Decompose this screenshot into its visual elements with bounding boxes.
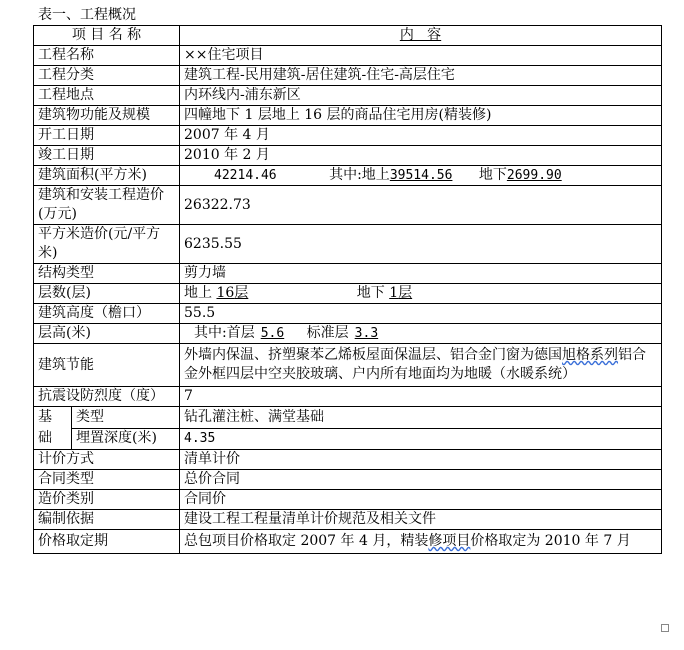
row-value: 清单计价 (180, 450, 662, 470)
row-value: 7 (180, 387, 662, 407)
row-value: 内环线内-浦东新区 (180, 86, 662, 106)
table-row (34, 470, 662, 490)
row-label: 工程分类 (34, 66, 180, 86)
table-row (34, 344, 662, 387)
row-value (180, 166, 662, 186)
floor-height-of-which: 其中:首层 (194, 325, 255, 341)
row-label: 价格取定期 (34, 530, 180, 554)
floors-below-label: 地下 (356, 285, 385, 301)
row-value: 钻孔灌注桩、满堂基础 (180, 407, 662, 429)
row-label: 工程地点 (34, 86, 180, 106)
row-value: 4.35 (180, 428, 662, 450)
table-row (34, 264, 662, 284)
table-row (34, 510, 662, 530)
row-value: 合同价 (180, 490, 662, 510)
floors-above-label: 地上 (184, 285, 213, 301)
table-row (34, 86, 662, 106)
table-row (34, 146, 662, 166)
table-row (34, 66, 662, 86)
row-label: 埋置深度(米) (72, 428, 180, 450)
row-label: 合同类型 (34, 470, 180, 490)
row-label: 层数(层) (34, 284, 180, 304)
table-row (34, 225, 662, 264)
row-value (180, 284, 662, 304)
floor-height-std-label: 标准层 (306, 325, 349, 341)
table-row (34, 126, 662, 146)
row-label: 计价方式 (34, 450, 180, 470)
area-above: 39514.56 (389, 168, 453, 183)
table-row (34, 284, 662, 304)
row-value: 2010 年 2 月 (180, 146, 662, 166)
row-value (180, 324, 662, 344)
table-caption: 表一、工程概况 (38, 7, 136, 23)
table-row (34, 46, 662, 66)
row-label: 平方米造价(元/平方米) (34, 225, 180, 264)
row-label: 开工日期 (34, 126, 180, 146)
row-label: 造价类别 (34, 490, 180, 510)
table-header-row (34, 26, 662, 46)
table-row (34, 387, 662, 407)
row-label: 工程名称 (34, 46, 180, 66)
table-row (34, 530, 662, 554)
row-value: 建筑工程-民用建筑-居住建筑-住宅-高层住宅 (180, 66, 662, 86)
table-row (34, 428, 662, 450)
floors-above: 16层 (216, 285, 249, 301)
row-value: 2007 年 4 月 (180, 126, 662, 146)
row-label: 竣工日期 (34, 146, 180, 166)
row-value: 26322.73 (180, 186, 662, 225)
row-value: 55.5 (180, 304, 662, 324)
table-row (34, 186, 662, 225)
table-row (34, 106, 662, 126)
foundation-label: 基 础 (34, 407, 72, 450)
table-row (34, 304, 662, 324)
floors-below: 1层 (389, 285, 413, 301)
header-item: 项 目 名 称 (34, 26, 180, 46)
row-label: 抗震设防烈度（度） (34, 387, 180, 407)
floor-height-first: 5.6 (260, 326, 285, 341)
row-value: 总价合同 (180, 470, 662, 490)
floor-height-std: 3.3 (354, 326, 379, 341)
area-below: 2699.90 (506, 168, 562, 183)
row-label: 建筑节能 (34, 344, 180, 387)
area-total: 42214.46 (214, 168, 277, 183)
row-label: 建筑面积(平方米) (34, 166, 180, 186)
header-content: 内 容 (180, 26, 662, 46)
area-of-which: 其中:地上 (329, 167, 390, 183)
row-label: 结构类型 (34, 264, 180, 284)
row-label: 层高(米) (34, 324, 180, 344)
row-label: 编制依据 (34, 510, 180, 530)
row-value: 建设工程工程量清单计价规范及相关文件 (180, 510, 662, 530)
table-row (34, 490, 662, 510)
table-row (34, 450, 662, 470)
row-value: 四幢地下 1 层地上 16 层的商品住宅用房(精装修) (180, 106, 662, 126)
table-row (34, 407, 662, 429)
row-label: 建筑物功能及规模 (34, 106, 180, 126)
row-value: 外墙内保温、挤塑聚苯乙烯板屋面保温层、铝合金门窗为德国旭格系列铝合金外框四层中空夹胶玻璃、户内所有地面均为地暖（水暖系统） (180, 344, 662, 387)
row-value: ××住宅项目 (180, 46, 662, 66)
table-row (34, 324, 662, 344)
row-label: 建筑高度（檐口） (34, 304, 180, 324)
row-value: 剪力墙 (180, 264, 662, 284)
row-label: 建筑和安装工程造价(万元) (34, 186, 180, 225)
row-value: 6235.55 (180, 225, 662, 264)
table-row (34, 166, 662, 186)
row-value: 总包项目价格取定 2007 年 4 月，精装修项目价格取定为 2010 年 7 月 (180, 530, 662, 554)
project-overview-table (33, 25, 662, 554)
area-below-label: 地下 (478, 167, 507, 183)
row-label: 类型 (72, 407, 180, 429)
table-resize-handle[interactable] (661, 624, 669, 632)
